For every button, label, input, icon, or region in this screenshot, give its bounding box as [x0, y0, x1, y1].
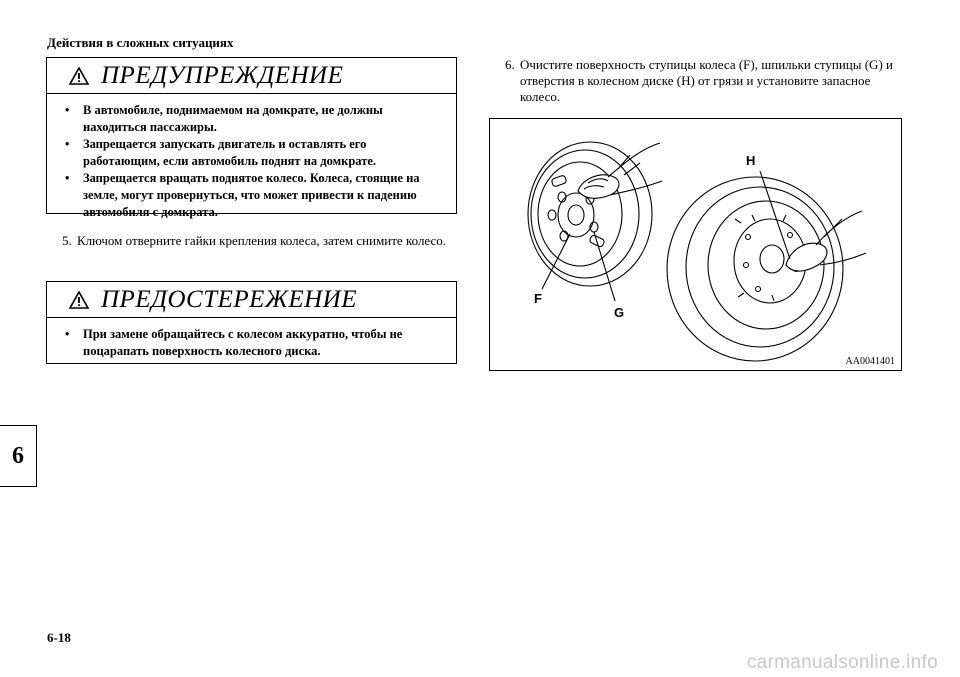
step-text: Ключом отверните гайки крепления колеса, затем снимите колесо. [77, 233, 447, 248]
label-f: F [534, 291, 542, 306]
warning-item-text: В автомобиле, поднимаемом на домкрате, не должны находиться пассажиры. [83, 103, 383, 134]
warning-triangle-icon [69, 67, 89, 85]
hub-face [558, 193, 594, 237]
figure-code: AA0041401 [845, 356, 895, 367]
step-text: Очистите поверхность ступицы колеса (F), шпильки ступицы (G) и отверстия в колесном диске (H) от грязи и установите запасное колесо. [520, 57, 893, 104]
step-6 [505, 57, 905, 105]
warning-triangle-icon [69, 291, 89, 309]
caution-list [47, 318, 456, 366]
caution-box [46, 281, 457, 364]
warning-item-text: Запрещается вращать поднятое колесо. Колеса, стоящие на земле, могут провернуться, что может привести к падению автомобиля с домкрата. [83, 171, 420, 219]
step-5 [62, 233, 462, 249]
wheel-illustration [490, 119, 901, 370]
section-header: Действия в сложных ситуациях [47, 35, 234, 50]
warning-item: • Запрещается запускать двигатель и оставлять его работающим, если автомобиль поднят на домкрате. [65, 137, 377, 168]
chapter-tab [0, 425, 37, 487]
caution-item: • При замене обращайтесь с колесом аккуратно, чтобы не поцарапать поверхность колесного диска. [65, 327, 403, 358]
hub-stud [548, 210, 556, 220]
warning-item-text: Запрещается запускать двигатель и оставлять его работающим, если автомобиль поднят на домкрате. [83, 137, 377, 168]
warning-list [47, 94, 456, 227]
caution-title: ПРЕДОСТЕРЕЖЕНИЕ [101, 285, 357, 313]
watermark: carmanualsonline.info [746, 652, 938, 673]
center-bore [760, 245, 784, 273]
step-number: 6. [505, 57, 515, 72]
page-number: 6-18 [47, 630, 71, 645]
label-g: G [614, 305, 625, 320]
warning-item: • Запрещается вращать поднятое колесо. Колеса, стоящие на земле, могут провернуться, что может привести к падению автомобиля с домкрата. [65, 171, 420, 219]
step-number: 5. [62, 233, 72, 248]
warning-item: • В автомобиле, поднимаемом на домкрате, не должны находиться пассажиры. [65, 103, 383, 134]
label-h: H [746, 153, 756, 168]
warning-title-row [47, 58, 456, 94]
warning-title: ПРЕДУПРЕЖДЕНИЕ [101, 61, 344, 89]
wheel-cleaning-figure [489, 118, 902, 371]
caution-item-text: При замене обращайтесь с колесом аккуратно, чтобы не поцарапать поверхность колесного диска. [83, 327, 403, 358]
warning-box [46, 57, 457, 219]
caution-title-row [47, 282, 456, 318]
spare-wheel-tire [667, 177, 843, 361]
chapter-number: 6 [12, 442, 24, 469]
